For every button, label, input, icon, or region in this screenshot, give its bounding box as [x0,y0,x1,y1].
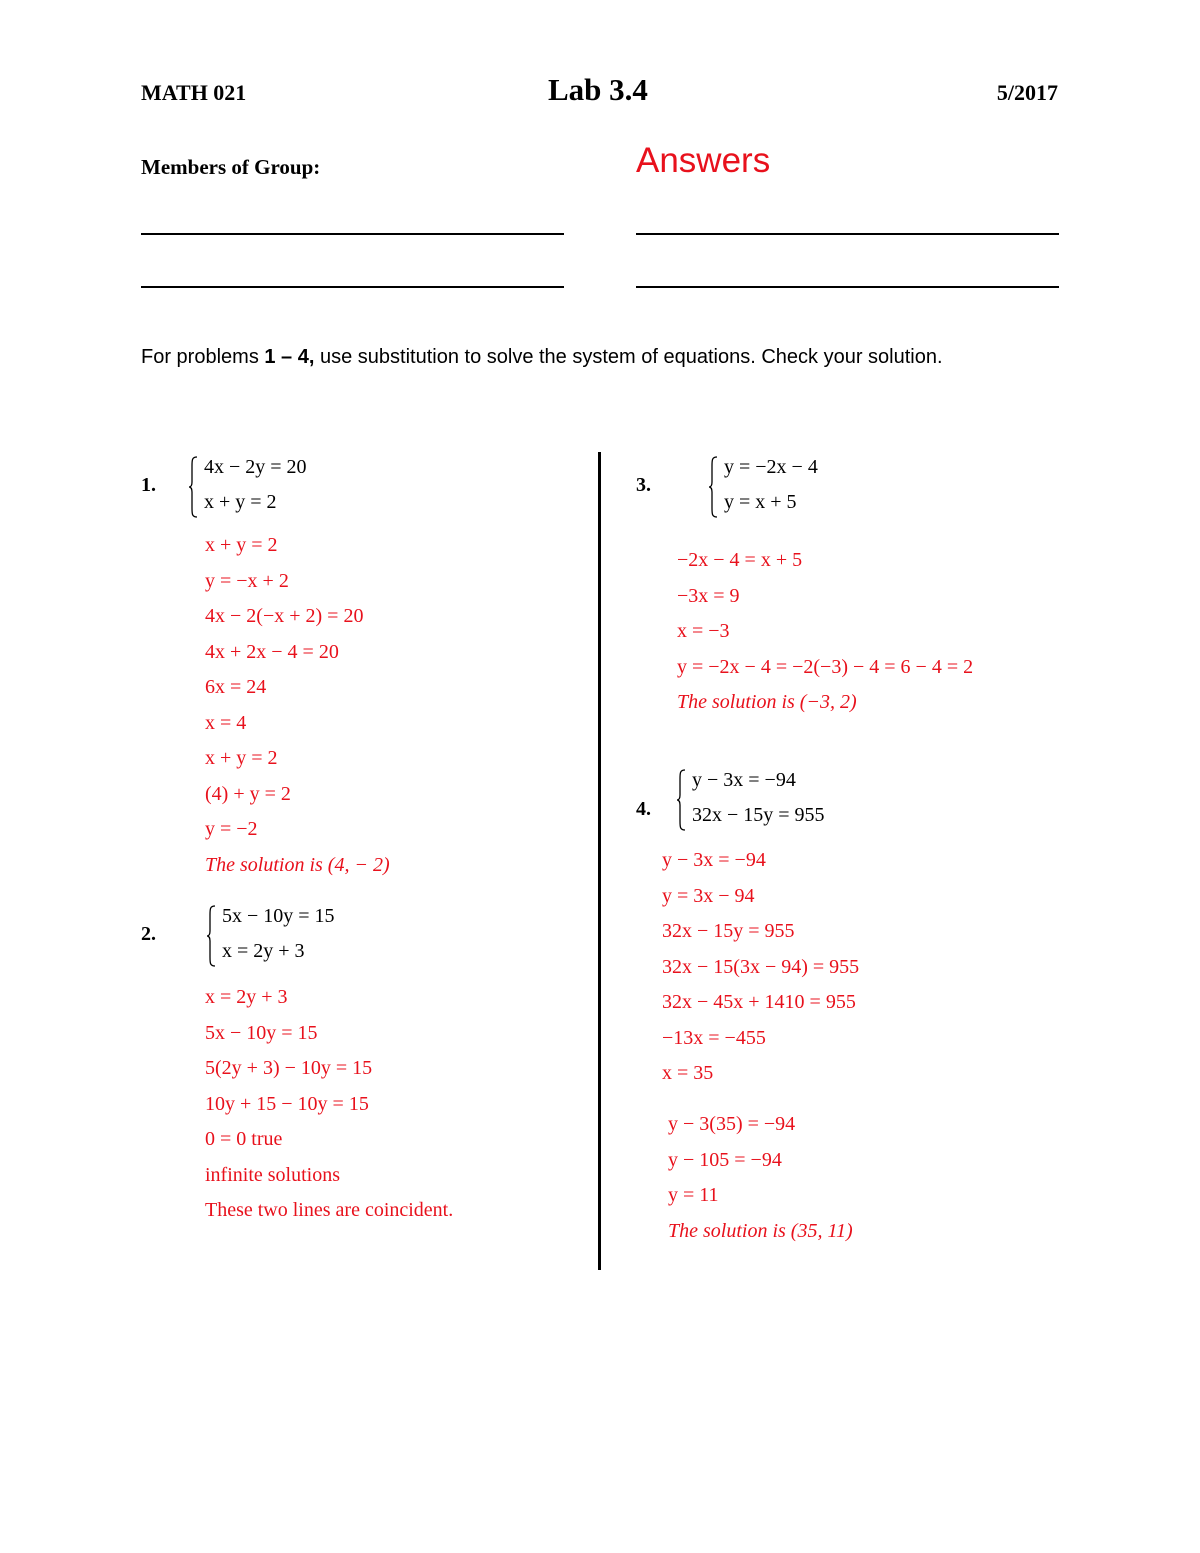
problem-1-step: x + y = 2 [205,747,278,769]
problem-1-step: 6x = 24 [205,676,267,698]
brace-icon [708,456,718,518]
problem-3-equation-2: y = x + 5 [724,491,797,513]
problem-1-step: x = 4 [205,711,247,734]
problem-4-steps-b [668,1107,853,1249]
problem-3-step: y = −2x − 4 = −2(−3) − 4 = 6 − 4 = 2 [677,655,974,678]
course-code: MATH 021 [141,80,247,105]
problem-4-equation-1: y − 3x = −94 [692,769,796,791]
column-divider [598,452,601,1270]
problem-1-step: y = −2 [205,818,258,840]
problem-4-step: y = 11 [668,1184,719,1206]
problem-2-step: 0 = 0 true [205,1128,283,1150]
problem-4-step: x = 35 [662,1062,714,1084]
instructions-prefix: For problems [141,346,265,368]
problem-2-step: x = 2y + 3 [205,986,288,1008]
problem-1-step: x + y = 2 [205,534,278,556]
problem-3-number: 3. [636,474,651,496]
problem-4-number: 4. [636,798,651,820]
problem-4-step: y = 3x − 94 [662,884,755,907]
problem-3-solution: The solution is (−3, 2) [677,691,857,713]
instructions-range: 1 – 4, [264,346,315,368]
member-line-3[interactable] [141,286,564,288]
brace-icon [206,905,216,967]
problem-4-step: y − 105 = −94 [668,1148,782,1171]
problem-2-step: infinite solutions [205,1163,340,1186]
brace-icon [676,769,686,831]
problem-1-step: (4) + y = 2 [205,782,291,805]
problem-3-equation-1: y = −2x − 4 [724,456,818,478]
answers-label: Answers [636,141,771,180]
problem-4-step: −13x = −455 [662,1026,766,1049]
brace-icon [188,456,198,518]
problem-1-equation-1: 4x − 2y = 20 [204,456,307,478]
problem-3-step: −3x = 9 [677,584,740,607]
problem-1-step: 4x + 2x − 4 = 20 [205,640,339,663]
member-line-2[interactable] [636,233,1059,235]
problem-4-equation-2: 32x − 15y = 955 [692,804,825,826]
problem-4-solution: The solution is (35, 11) [668,1219,853,1242]
problem-2-steps [205,980,453,1229]
problem-4-step: 32x − 45x + 1410 = 955 [662,991,856,1013]
members-label: Members of Group: [141,155,321,179]
problem-1-step: y = −x + 2 [205,569,289,592]
member-line-1[interactable] [141,233,564,235]
problem-1-solution: The solution is (4, − 2) [205,853,390,876]
problem-4-step: y − 3(35) = −94 [668,1113,796,1135]
problem-4-step: 32x − 15y = 955 [662,920,795,942]
problem-4-steps [662,843,859,1092]
problem-1-steps [205,528,390,883]
problem-1-step: 4x − 2(−x + 2) = 20 [205,605,364,627]
problem-2-step: 10y + 15 − 10y = 15 [205,1092,369,1115]
problem-3-step: x = −3 [677,620,730,642]
problem-4-step: y − 3x = −94 [662,849,766,871]
problem-3-steps [677,543,973,721]
problem-3-step: −2x − 4 = x + 5 [677,549,803,571]
problem-2-step: 5x − 10y = 15 [205,1021,318,1044]
problem-2-step: 5(2y + 3) − 10y = 15 [205,1057,373,1079]
problem-2-equation-1: 5x − 10y = 15 [222,905,335,927]
problem-2-equation-2: x = 2y + 3 [222,940,305,962]
problem-1-equation-2: x + y = 2 [204,491,277,513]
member-line-4[interactable] [636,286,1059,288]
problem-2-step: These two lines are coincident. [205,1199,454,1221]
instructions [141,346,943,369]
instructions-suffix: use substitution to solve the system of equations. Check your solution. [314,346,943,368]
problem-4-step: 32x − 15(3x − 94) = 955 [662,955,860,978]
problem-2-number: 2. [141,923,156,945]
lab-title: Lab 3.4 [548,72,648,107]
lab-date: 5/2017 [996,80,1058,105]
problem-1-number: 1. [141,474,156,496]
